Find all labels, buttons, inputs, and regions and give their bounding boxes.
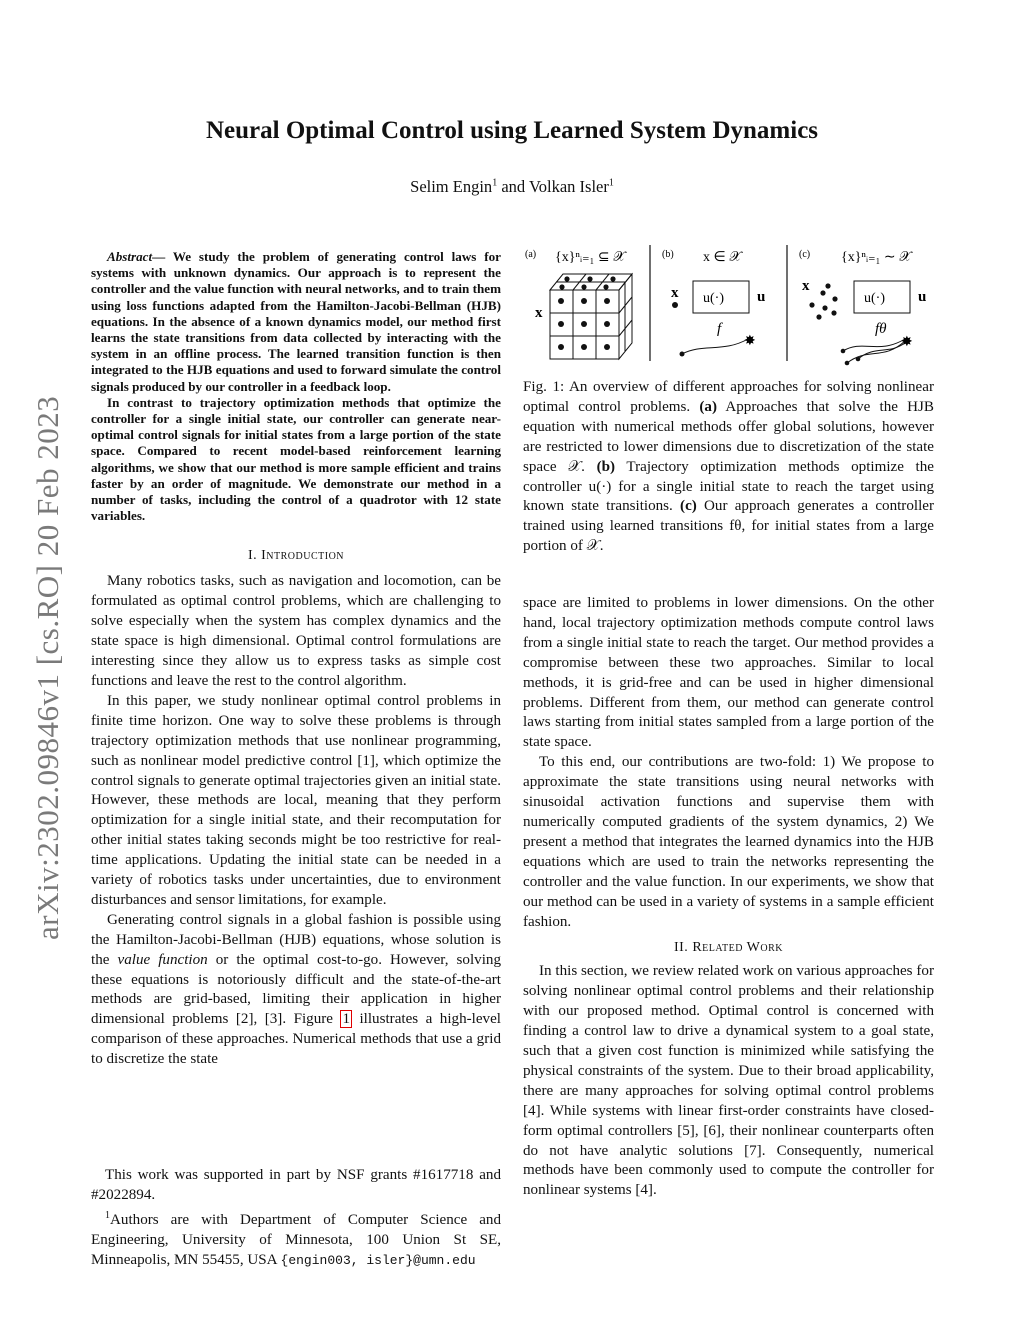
section-1-title: Introduction bbox=[261, 548, 345, 564]
panel-b-u: u bbox=[757, 289, 766, 305]
footnote-funding: This work was supported in part by NSF grants #1617718 and #2022894. bbox=[91, 1167, 501, 1203]
panel-b-set: x ∈ 𝒳 bbox=[703, 250, 742, 265]
caption-a-tag: (a) bbox=[699, 398, 717, 415]
author-2: Volkan Isler bbox=[528, 177, 609, 196]
intro-p2: In this paper, we study nonlinear optimal control problems in finite time horizon. One way to solve these problems is through trajectory optimization methods that use nonlinear programming, such as nonlinear model predictive control [1], which optimize the control signals to generate optimal trajectories given an initial state. However, these methods are local, meaning that they perform optimization for a single initial state, and their recomputation for other initial states taking seconds might be too restrictive for real-time applications. Updating the initial state can be needed in a variety of robotics tasks under uncertainties, due to environment disturbances and sensor limitations, for example. bbox=[91, 692, 501, 908]
left-column bbox=[91, 249, 501, 1070]
section-1-heading bbox=[91, 548, 501, 564]
author-1-affil: 1 bbox=[492, 177, 498, 189]
panel-c-sampled-points bbox=[809, 283, 837, 319]
author-line bbox=[0, 177, 1024, 197]
paper-title: Neural Optimal Control using Learned System Dynamics bbox=[205, 117, 819, 144]
panel-c-x: x bbox=[802, 278, 810, 294]
abstract-p1: We study the problem of generating control laws for systems with unknown dynamics. Our approach is to represent the controller and the value function with neural networks, and to train them using loss functions adapted from the Hamilton-Jacobi-Bellman (HJB) equations. In the absence of a known dynamics model, our method first learns the state transitions from data collected by interacting with the system in an offline process. The learned transition function is then integrated to the HJB equations and used to forward simulate the control signals produced by our controller in a feedback loop. bbox=[91, 249, 501, 394]
footnote-emails: {engin003, isler}@umn.edu bbox=[280, 1252, 476, 1268]
abstract-label: Abstract bbox=[107, 249, 153, 264]
panel-b-x: x bbox=[671, 285, 679, 301]
panel-a-set: {x}ⁿᵢ₌₁ ⊆ 𝒳 bbox=[555, 250, 626, 265]
intro-p3-c: illustrates a high-level comparison of these approaches. Numerical methods that use a grid to discretize the state bbox=[91, 1011, 501, 1068]
caption-b-tag: (b) bbox=[596, 458, 616, 475]
panel-c-label: (c) bbox=[799, 249, 811, 260]
panel-b-label: (b) bbox=[662, 249, 674, 260]
intro-p3-em: value function bbox=[117, 951, 208, 968]
panel-b-state-point bbox=[672, 302, 678, 308]
caption-part-4: Our approach generates a controller trained using learned transitions fθ, for initial states from a large portion of 𝒳. bbox=[523, 498, 934, 555]
section-2-number: II. bbox=[673, 940, 689, 956]
abstract: Abstract— We study the problem of generating control laws for systems with unknown dynamics. Our approach is to represent the controller and the value function with neural networks, and to train them using loss functions adapted from the Hamilton-Jacobi-Bellman (HJB) equations. In the absence of a known dynamics model, our method first learns the state transitions from data collected by interacting with the system in an offline process. The learned transition function is then integrated to the HJB equations and used to forward simulate the control signals produced by our controller in a feedback loop. In contrast to trajectory optimization methods that optimize the controller for a single initial state, our controller can generate near-optimal control signals for initial states from a large portion of the state space. Compared to recent model-based reinforcement learning algorithms, we show that our method is more sample efficient and trains faster by an order of magnitude. We demonstrate our method in a number of tasks, including the control of a quadrotor with 12 state variables. bbox=[91, 249, 501, 524]
section-1-number: I. bbox=[247, 548, 258, 564]
panel-c-trajectories bbox=[843, 339, 905, 363]
footnote-affil-text: Authors are with Department of Computer Science and Engineering, University of Minnesota, 100 Union St SE, Minneapolis, MN 55455, USA bbox=[91, 1211, 501, 1268]
figure-1-caption bbox=[523, 378, 934, 557]
intro-p4: space are limited to problems in lower dimensions. On the other hand, local trajectory optimization methods compute control laws from a single initial state to reach the target. Our method provides a compromise between these two approaches. Similar to local methods, it is grid-free and can be used in higher dimensional problems. Different from them, our method can generate control laws starting from initial states sampled from a large portion of the state space. bbox=[523, 595, 934, 751]
intro-p3-b: or the optimal cost-to-go. However, solving these equations is notoriously difficult and the state-of-the-art methods are grid-based, limiting their application in higher dimensional problems [2], [3]. Figure bbox=[91, 951, 501, 1028]
panel-c-set: {x}ⁿᵢ₌₁ ∼ 𝒳 bbox=[841, 250, 912, 265]
panel-a-label: (a) bbox=[525, 249, 537, 260]
caption-c-tag: (c) bbox=[680, 498, 697, 515]
arxiv-watermark: arXiv:2302.09846v1 [cs.RO] 20 Feb 2023 bbox=[30, 395, 65, 940]
panel-a-x: x bbox=[535, 305, 543, 321]
caption-part-1: An overview of different approaches for solving nonlinear optimal control problems. bbox=[523, 379, 934, 415]
panel-c-f-theta: fθ bbox=[875, 321, 887, 337]
footnote-affil-mark: 1 bbox=[105, 1209, 110, 1221]
panel-c-starts bbox=[841, 349, 861, 366]
panel-c-u-box: u(·) bbox=[864, 291, 885, 306]
panel-c-u: u bbox=[918, 289, 927, 305]
author-1: Selim Engin bbox=[410, 177, 493, 196]
caption-lead: Fig. 1: bbox=[523, 379, 565, 395]
panel-b-trajectory bbox=[682, 339, 748, 354]
related-p1: In this section, we review related work on various approaches for solving nonlinear optimal control problems and their relationship with our proposed method. Optimal control is concerned with finding a control law to drive a dynamical system to a goal state, such that a given cost function is minimized while satisfying the physical constraints of the system. Due to their broad applicability, there are many approaches for solving optimal control problems [4]. While systems with linear first-order constraints have closed-form optimal controllers [5], [6], their nonlinear counterparts often do not have analytic solutions [7]. Consequently, numerical methods have been commonly used to compute the controller for nonlinear systems [4]. bbox=[523, 963, 934, 1199]
intro-p1: Many robotics tasks, such as navigation and locomotion, can be formulated as optimal control problems, which are challenging to solve especially when the system has complex dynamics and the state space is high dimensional. Optimal control formulations are interesting since they allow us to express tasks as simple cost functions and leave the rest to the control algorithm. bbox=[91, 573, 501, 689]
footnotes bbox=[91, 1166, 501, 1271]
caption-part-2: Approaches that solve the HJB equation with numerical methods offer global solutions, however are restricted to lower dimensions due to discretization of the state space 𝒳. bbox=[523, 398, 934, 475]
author-2-affil: 1 bbox=[608, 177, 614, 189]
panel-b-u-box: u(·) bbox=[703, 291, 724, 306]
figure-1-link[interactable]: 1 bbox=[342, 1011, 350, 1028]
footnote-affiliation bbox=[91, 1206, 501, 1271]
caption-part-3: Trajectory optimization methods optimize the controller u(·) for a single initial state to reach the target using known state transitions. bbox=[523, 458, 934, 515]
right-column bbox=[523, 594, 934, 1201]
author-joiner: and bbox=[501, 177, 526, 196]
section-2-heading bbox=[523, 940, 934, 956]
figure-1 bbox=[523, 243, 934, 373]
panel-c-goal-star: ✸ bbox=[901, 335, 913, 350]
intro-p5: To this end, our contributions are two-fold: 1) We propose to approximate the state transitions using neural networks with sinusoidal activation functions and supervise them with numerically computed gradients of the system dynamics, 2) We present a method that integrates the learned dynamics into the HJB equations which are used to train the networks representing the controller and the value function. In our experiments, we show that our method can be used in a variety of systems in a sample efficient fashion. bbox=[523, 754, 934, 930]
section-2-title: Related Work bbox=[692, 940, 783, 956]
intro-p3-a: Generating control signals in a global fashion is possible using the Hamilton-Jacobi-Bellman (HJB) equations, whose solution is the bbox=[91, 911, 501, 968]
intro-p3 bbox=[91, 911, 501, 1070]
panel-b-f: f bbox=[717, 321, 722, 337]
abstract-p2: In contrast to trajectory optimization methods that optimize the controller for a single initial state, our controller can generate near-optimal control signals for initial states from a large portion of the state space. Compared to recent model-based reinforcement learning algorithms, we show that our method is more sample efficient and trains faster by an order of magnitude. We demonstrate our method in a number of tasks, including the control of a quadrotor with 12 state variables. bbox=[91, 394, 501, 524]
panel-b-goal-star: ✸ bbox=[744, 334, 756, 349]
